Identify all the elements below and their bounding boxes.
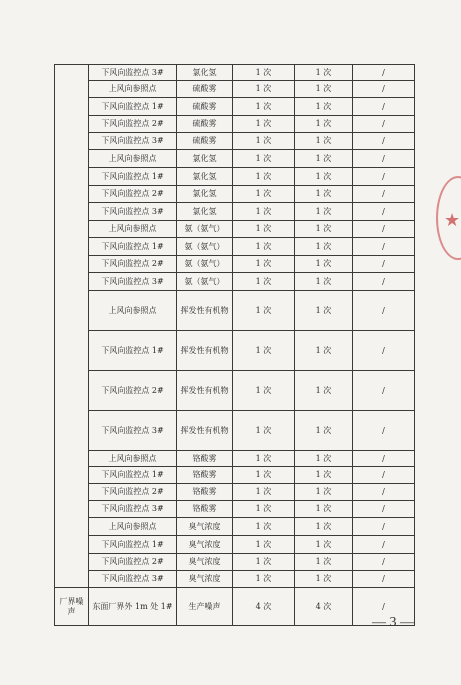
frequency-cell: 1 次 [233,186,295,203]
note-cell: / [353,256,415,273]
table-row [55,203,415,221]
frequency-cell: 1 次 [233,273,295,291]
note-cell: / [353,467,415,484]
frequency-cell: 1 次 [295,116,353,133]
table-row [55,81,415,98]
monitoring-factor-cell: 铬酸雾 [177,484,233,501]
frequency-cell: 1 次 [295,501,353,518]
frequency-cell: 1 次 [295,331,353,371]
monitoring-factor-cell: 氯化氢 [177,203,233,221]
table-row [55,451,415,467]
frequency-cell: 1 次 [295,451,353,467]
frequency-cell: 1 次 [233,484,295,501]
note-cell: / [353,150,415,168]
monitoring-factor-cell: 臭气浓度 [177,536,233,554]
frequency-cell: 1 次 [295,291,353,331]
note-cell: / [353,81,415,98]
frequency-cell: 1 次 [233,501,295,518]
note-cell: / [353,65,415,81]
note-cell: / [353,273,415,291]
table-row [55,221,415,238]
frequency-cell: 1 次 [295,238,353,256]
monitoring-factor-cell: 氯化氢 [177,150,233,168]
note-cell: / [353,501,415,518]
monitoring-point-cell: 上风向参照点 [89,221,177,238]
frequency-cell: 1 次 [295,133,353,150]
category-cell: 厂界噪声 [55,588,89,626]
monitoring-factor-cell: 氨（氨气） [177,238,233,256]
monitoring-factor-cell: 硫酸雾 [177,98,233,116]
note-cell: / [353,371,415,411]
note-cell: / [353,98,415,116]
monitoring-factor-cell: 氨（氨气） [177,273,233,291]
monitoring-point-cell: 上风向参照点 [89,518,177,536]
monitoring-point-cell: 上风向参照点 [89,291,177,331]
table-row [55,186,415,203]
monitoring-factor-cell: 硫酸雾 [177,133,233,150]
monitoring-factor-cell: 挥发性有机物 [177,371,233,411]
monitoring-factor-cell: 氯化氢 [177,65,233,81]
monitoring-point-cell: 上风向参照点 [89,451,177,467]
monitoring-point-cell: 东面厂界外 1m 处 1# [89,588,177,626]
note-cell: / [353,186,415,203]
frequency-cell: 1 次 [233,451,295,467]
monitoring-factor-cell: 臭气浓度 [177,571,233,588]
monitoring-point-cell: 下风向监控点 2# [89,484,177,501]
monitoring-point-cell: 下风向监控点 1# [89,536,177,554]
frequency-cell: 1 次 [233,65,295,81]
frequency-cell: 1 次 [233,238,295,256]
table-row [55,65,415,81]
frequency-cell: 1 次 [233,411,295,451]
table-row [55,116,415,133]
frequency-cell: 4 次 [233,588,295,626]
table-row [55,518,415,536]
table-row [55,331,415,371]
monitoring-point-cell: 下风向监控点 1# [89,238,177,256]
monitoring-point-cell: 上风向参照点 [89,150,177,168]
monitoring-point-cell: 下风向监控点 2# [89,256,177,273]
monitoring-factor-cell: 铬酸雾 [177,451,233,467]
frequency-cell: 1 次 [295,150,353,168]
table-row [55,133,415,150]
table-row [55,168,415,186]
frequency-cell: 1 次 [295,484,353,501]
monitoring-point-cell: 下风向监控点 2# [89,186,177,203]
monitoring-point-cell: 下风向监控点 3# [89,273,177,291]
category-cell-empty [55,65,89,588]
frequency-cell: 1 次 [233,168,295,186]
monitoring-point-cell: 下风向监控点 3# [89,203,177,221]
frequency-cell: 1 次 [233,518,295,536]
note-cell: / [353,291,415,331]
monitoring-point-cell: 下风向监控点 3# [89,133,177,150]
frequency-cell: 1 次 [295,221,353,238]
monitoring-factor-cell: 硫酸雾 [177,116,233,133]
note-cell: / [353,203,415,221]
frequency-cell: 1 次 [295,467,353,484]
note-cell: / [353,554,415,571]
table-row [55,238,415,256]
monitoring-factor-cell: 氨（氨气） [177,221,233,238]
monitoring-point-cell: 下风向监控点 2# [89,116,177,133]
frequency-cell: 1 次 [295,273,353,291]
frequency-cell: 1 次 [233,150,295,168]
frequency-cell: 1 次 [233,221,295,238]
frequency-cell: 1 次 [233,291,295,331]
frequency-cell: 1 次 [295,571,353,588]
frequency-cell: 1 次 [295,98,353,116]
frequency-cell: 1 次 [233,554,295,571]
monitoring-factor-cell: 硫酸雾 [177,81,233,98]
frequency-cell: 1 次 [295,411,353,451]
monitoring-point-cell: 下风向监控点 3# [89,65,177,81]
frequency-cell: 1 次 [233,98,295,116]
monitoring-point-cell: 下风向监控点 1# [89,467,177,484]
monitoring-table [54,64,415,626]
table-row [55,150,415,168]
frequency-cell: 1 次 [233,81,295,98]
monitoring-point-cell: 下风向监控点 3# [89,571,177,588]
frequency-cell: 1 次 [233,116,295,133]
monitoring-point-cell: 下风向监控点 1# [89,98,177,116]
monitoring-point-cell: 下风向监控点 2# [89,371,177,411]
monitoring-factor-cell: 挥发性有机物 [177,411,233,451]
frequency-cell: 1 次 [233,536,295,554]
monitoring-point-cell: 下风向监控点 2# [89,554,177,571]
frequency-cell: 1 次 [233,256,295,273]
table-row [55,571,415,588]
star-icon: ★ [444,210,461,231]
table-row [55,536,415,554]
monitoring-factor-cell: 挥发性有机物 [177,291,233,331]
monitoring-point-cell: 下风向监控点 3# [89,501,177,518]
frequency-cell: 1 次 [233,203,295,221]
table-row [55,467,415,484]
monitoring-factor-cell: 氨（氨气） [177,256,233,273]
monitoring-factor-cell: 挥发性有机物 [177,331,233,371]
note-cell: / [353,133,415,150]
frequency-cell: 1 次 [233,371,295,411]
monitoring-factor-cell: 氯化氢 [177,168,233,186]
note-cell: / [353,168,415,186]
frequency-cell: 1 次 [295,168,353,186]
table-row [55,484,415,501]
monitoring-point-cell: 下风向监控点 1# [89,331,177,371]
table-row [55,98,415,116]
frequency-cell: 1 次 [295,65,353,81]
frequency-cell: 1 次 [233,133,295,150]
frequency-cell: 1 次 [295,81,353,98]
note-cell: / [353,588,415,626]
table-row [55,371,415,411]
table-row [55,501,415,518]
frequency-cell: 1 次 [295,554,353,571]
frequency-cell: 1 次 [233,467,295,484]
frequency-cell: 1 次 [295,518,353,536]
monitoring-factor-cell: 氯化氢 [177,186,233,203]
note-cell: / [353,221,415,238]
note-cell: / [353,518,415,536]
note-cell: / [353,411,415,451]
monitoring-table-body [55,65,415,626]
note-cell: / [353,331,415,371]
frequency-cell: 4 次 [295,588,353,626]
monitoring-point-cell: 下风向监控点 3# [89,411,177,451]
frequency-cell: 1 次 [295,536,353,554]
table-row [55,256,415,273]
monitoring-factor-cell: 铬酸雾 [177,467,233,484]
table-row [55,273,415,291]
note-cell: / [353,116,415,133]
table-row [55,291,415,331]
frequency-cell: 1 次 [295,203,353,221]
page-number: — 3 — [372,615,414,630]
monitoring-point-cell: 上风向参照点 [89,81,177,98]
frequency-cell: 1 次 [295,371,353,411]
monitoring-factor-cell: 生产噪声 [177,588,233,626]
frequency-cell: 1 次 [295,186,353,203]
monitoring-factor-cell: 铬酸雾 [177,501,233,518]
table-row [55,554,415,571]
frequency-cell: 1 次 [295,256,353,273]
note-cell: / [353,484,415,501]
frequency-cell: 1 次 [233,571,295,588]
note-cell: / [353,536,415,554]
monitoring-factor-cell: 臭气浓度 [177,518,233,536]
note-cell: / [353,238,415,256]
table-row-noise [55,588,415,626]
frequency-cell: 1 次 [233,331,295,371]
table-row [55,411,415,451]
monitoring-point-cell: 下风向监控点 1# [89,168,177,186]
note-cell: / [353,451,415,467]
monitoring-factor-cell: 臭气浓度 [177,554,233,571]
note-cell: / [353,571,415,588]
